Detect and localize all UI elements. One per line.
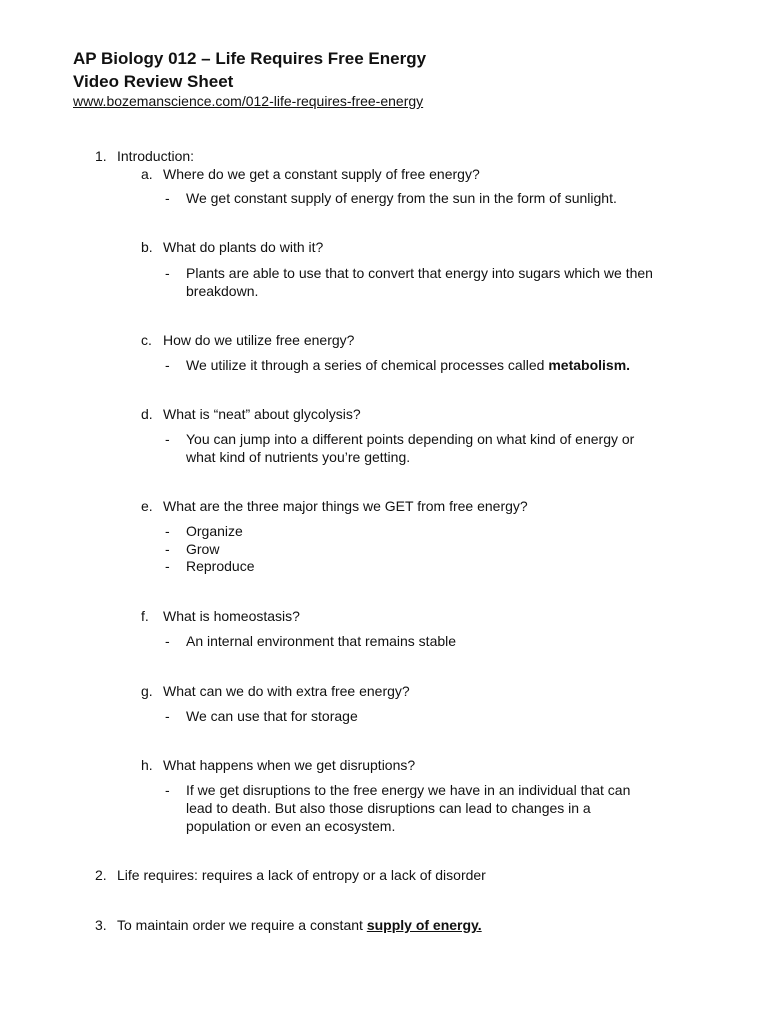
question-text: Where do we get a constant supply of free energy? [163,166,480,182]
answer-text-prefix: We utilize it through a series of chemical processes called [186,357,549,373]
answer-bullet: - [165,782,170,798]
answer-text: what kind of nutrients you’re getting. [186,449,411,465]
answer-bullet: - [165,541,170,557]
question-text: What happens when we get disruptions? [163,757,416,773]
answer-bullet: - [165,265,170,281]
question-text: What can we do with extra free energy? [163,683,410,699]
question-letter: a. [141,166,153,182]
item-text-prefix: To maintain order we require a constant [117,917,367,933]
answer-text: Plants are able to use that to convert that energy into sugars which we then [186,265,653,281]
answer-text: We get constant supply of energy from the sun in the form of sunlight. [186,190,617,206]
answer-text: population or even an ecosystem. [186,818,396,834]
answer-bullet: - [165,190,170,206]
item-number: 2. [95,867,107,883]
answer-bullet: - [165,431,170,447]
item-bold-term: supply of energy. [366,917,482,933]
answer-text: Organize [186,523,243,539]
item-number: 1. [95,148,107,164]
item-text: Introduction: [117,148,195,164]
question-letter: c. [141,332,152,348]
question-letter: b. [141,239,153,255]
answer-bullet: - [165,708,170,724]
answer-text: lead to death. But also those disruptions can lead to changes in a [186,800,591,816]
question-letter: f. [141,608,149,624]
answer-bullet: - [165,357,170,373]
answer-text [186,356,630,374]
question-letter: g. [141,683,153,699]
answer-bullet: - [165,633,170,649]
question-letter: h. [141,757,153,773]
answer-text: An internal environment that remains stable [186,633,457,649]
sheet-title: AP Biology 012 – Life Requires Free Energy [73,49,427,68]
item-text [117,916,482,934]
answer-text: Reproduce [186,558,255,574]
sheet-subtitle: Video Review Sheet [73,72,234,91]
question-letter: d. [141,406,153,422]
question-letter: e. [141,498,153,514]
answer-text: Grow [186,541,220,557]
question-text: What are the three major things we GET from free energy? [163,498,528,514]
answer-text: We can use that for storage [186,708,358,724]
question-text: What is homeostasis? [163,608,300,624]
question-text: What is “neat” about glycolysis? [163,406,361,422]
answer-text: You can jump into a different points depending on what kind of energy or [186,431,635,447]
question-text: What do plants do with it? [163,239,324,255]
answer-bold-term: metabolism. [548,357,631,373]
item-number: 3. [95,917,107,933]
answer-text: breakdown. [186,283,259,299]
answer-bullet: - [165,558,170,574]
question-text: How do we utilize free energy? [163,332,355,348]
item-text: Life requires: requires a lack of entropy or a lack of disorder [117,867,486,883]
source-url-link[interactable]: www.bozemanscience.com/012-life-requires-free-energy [73,93,424,109]
answer-bullet: - [165,523,170,539]
answer-text: If we get disruptions to the free energy we have in an individual that can [186,782,631,798]
